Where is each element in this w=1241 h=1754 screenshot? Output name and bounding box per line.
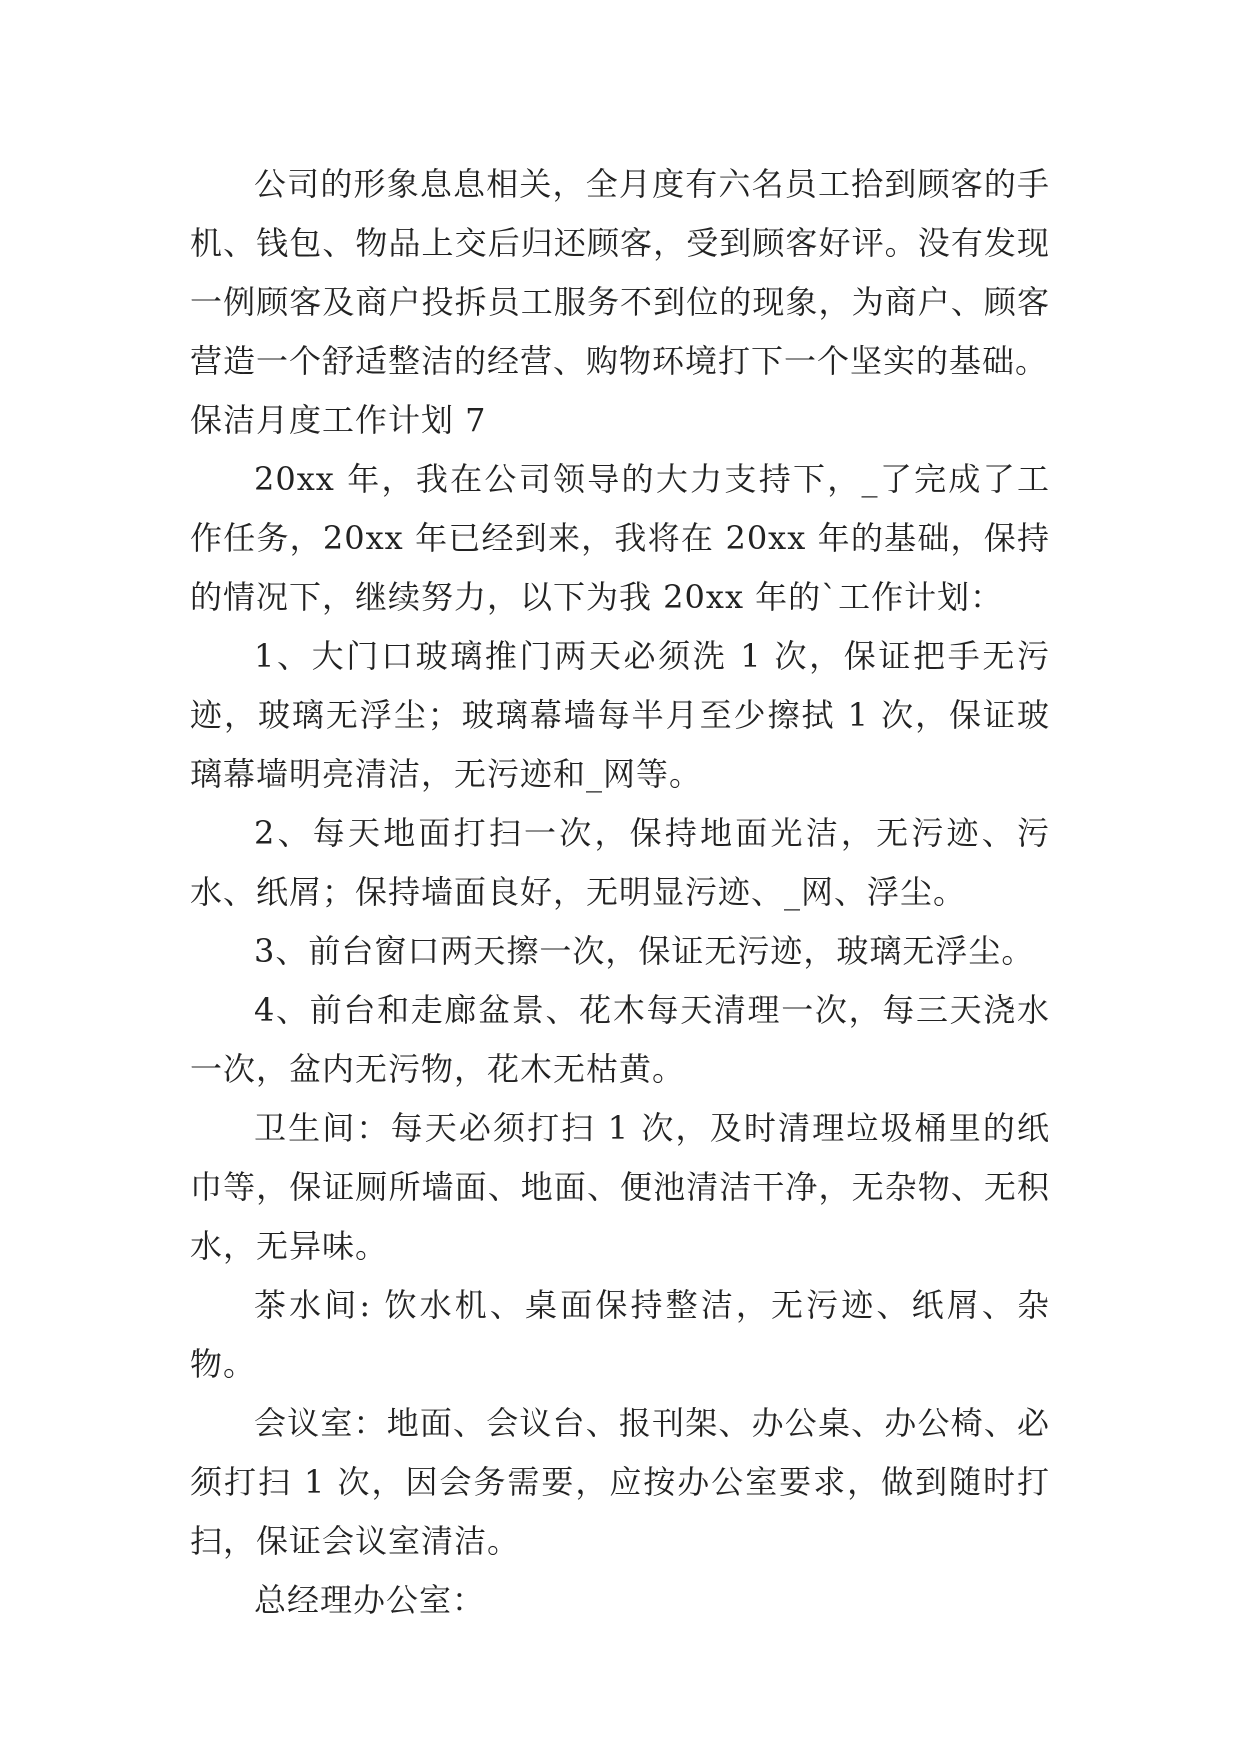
- paragraph-item-2: 2、每天地面打扫一次，保持地面光洁，无污迹、污水、纸屑；保持墙面良好，无明显污迹、_网、浮尘。: [190, 814, 1050, 911]
- paragraph-item-1: 1、大门口玻璃推门两天必须洗 1 次，保证把手无污迹，玻璃无浮尘；玻璃幕墙每半月至少擦拭 1 次，保证玻璃幕墙明亮清洁，无污迹和_网等。: [190, 637, 1050, 793]
- paragraph-item-4: 4、前台和走廊盆景、花木每天清理一次，每三天浇水一次，盆内无污物，花木无枯黄。: [190, 991, 1050, 1088]
- section-heading: 保洁月度工作计划 7: [190, 401, 487, 439]
- document-body: [190, 155, 1050, 1630]
- paragraph-company-image: 公司的形象息息相关，全月度有六名员工拾到顾客的手机、钱包、物品上交后归还顾客，受到顾客好评。没有发现一例顾客及商户投拆员工服务不到位的现象，为商户、顾客营造一个舒适整洁的经营、购物环境打下一个坚实的基础。: [190, 165, 1050, 380]
- paragraph-item-3: 3、前台窗口两天擦一次，保证无污迹，玻璃无浮尘。: [254, 932, 1035, 970]
- paragraph-intro: 20xx 年，我在公司领导的大力支持下，_了完成了工作任务，20xx 年已经到来，我将在 20xx 年的基础，保持的情况下，继续努力，以下为我 20xx 年的`工作计划：: [190, 460, 1050, 616]
- paragraph-tea-room: 茶水间: 饮水机、桌面保持整洁，无污迹、纸屑、杂物。: [190, 1286, 1050, 1383]
- paragraph-meeting-room: 会议室：地面、会议台、报刊架、办公桌、办公椅、必须打扫 1 次，因会务需要，应按办公室要求，做到随时打扫，保证会议室清洁。: [190, 1404, 1050, 1560]
- paragraph-restroom: 卫生间：每天必须打扫 1 次，及时清理垃圾桶里的纸巾等，保证厕所墙面、地面、便池清洁干净，无杂物、无积水，无异味。: [190, 1109, 1050, 1265]
- paragraph-gm-office: 总经理办公室：: [254, 1581, 486, 1619]
